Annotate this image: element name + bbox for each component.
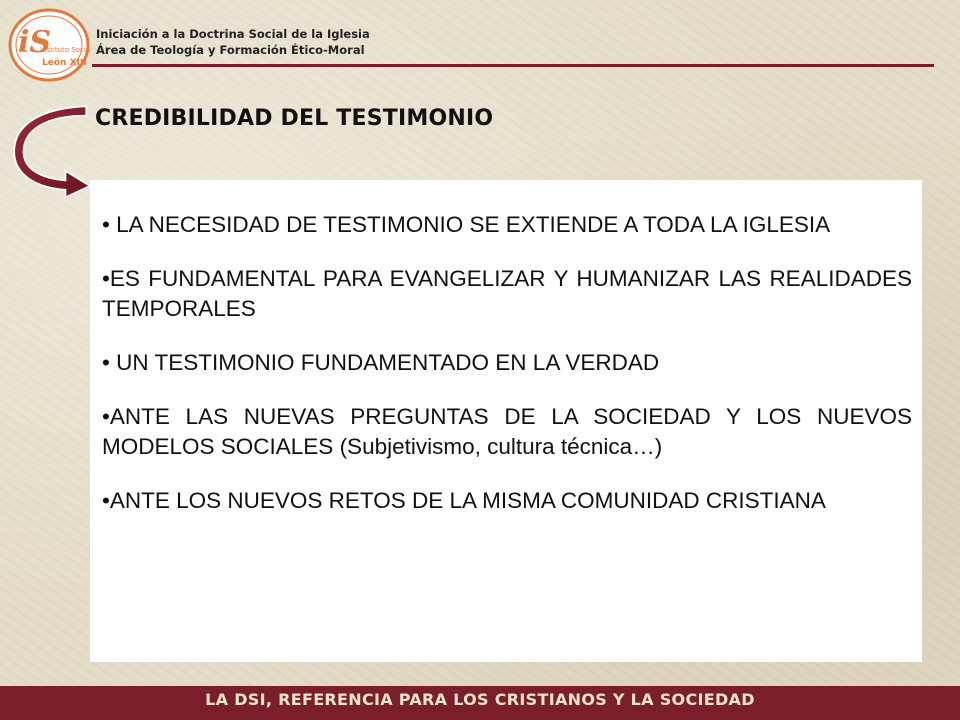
header-line-2: Área de Teología y Formación Ético-Moral: [96, 43, 365, 57]
institute-logo-icon: [8, 8, 90, 82]
header-line-1: Iniciación a la Doctrina Social de la Iglesia: [96, 27, 370, 41]
bullet-item: •ANTE LAS NUEVAS PREGUNTAS DE LA SOCIEDAD Y LOS NUEVOS MODELOS SOCIALES (Subjetivismo, cultura técnica…): [102, 404, 912, 459]
bullet-item: • UN TESTIMONIO FUNDAMENTADO EN LA VERDAD: [102, 350, 660, 375]
content-box: [90, 180, 922, 662]
footer-text: LA DSI, REFERENCIA PARA LOS CRISTIANOS Y LA SOCIEDAD: [205, 690, 755, 709]
slide-title: CREDIBILIDAD DEL TESTIMONIO: [95, 106, 494, 131]
logo-mark: iS: [18, 25, 52, 60]
logo-subtitle: Instituto Social: [40, 46, 90, 54]
curved-arrow-icon: [12, 104, 94, 196]
logo-name: León XIII: [42, 58, 87, 68]
bullet-item: • LA NECESIDAD DE TESTIMONIO SE EXTIENDE A TODA LA IGLESIA: [102, 212, 831, 237]
header-text: [96, 26, 370, 58]
bullet-item: •ANTE LOS NUEVOS RETOS DE LA MISMA COMUNIDAD CRISTIANA: [102, 488, 826, 513]
header-divider: [92, 64, 934, 67]
bullet-item: •ES FUNDAMENTAL PARA EVANGELIZAR Y HUMANIZAR LAS REALIDADES TEMPORALES: [102, 266, 912, 321]
